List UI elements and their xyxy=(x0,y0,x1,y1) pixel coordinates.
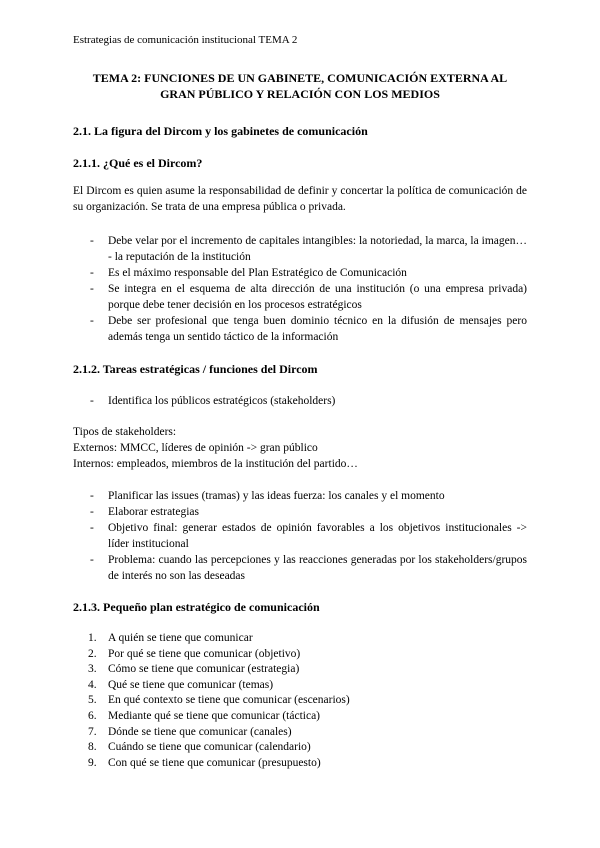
stakeholder-types-external: Externos: MMCC, líderes de opinión -> gran público xyxy=(73,442,318,454)
list-item: - Debe velar por el incremento de capitales intangibles: la notoriedad, la marca, la imagen… - la reputación de la institución xyxy=(73,233,527,265)
list-item: - Objetivo final: generar estados de opinión favorables a los objetivos institucionales -> líder institucional xyxy=(73,520,527,552)
list-item: - Problema: cuando las percepciones y las reacciones generadas por los stakeholders/grupos de interés no son las deseadas xyxy=(73,552,527,584)
dircom-bullet-list xyxy=(73,233,527,345)
strategic-plan-list xyxy=(73,631,527,771)
dircom-definition-paragraph: El Dircom es quien asume la responsabilidad de definir y concertar la política de comunicación de su organización. Se trata de una empresa pública o privada. xyxy=(73,185,527,213)
list-item: 1. A quién se tiene que comunicar xyxy=(88,632,253,644)
list-item: 7. Dónde se tiene que comunicar (canales) xyxy=(88,725,292,738)
title-line-2: GRAN PÚBLICO Y RELACIÓN CON LOS MEDIOS xyxy=(160,87,440,101)
list-item: - Se integra en el esquema de alta dirección de una institución (o una empresa privada) porque debe tener decisión en los procesos estratégicos xyxy=(73,281,527,313)
section-heading-2-1: 2.1. La figura del Dircom y los gabinetes de comunicación xyxy=(73,124,368,138)
stakeholders-bullet xyxy=(73,393,527,409)
page-title xyxy=(73,70,527,102)
stakeholder-types-internal: Internos: empleados, miembros de la institución del partido… xyxy=(73,458,358,470)
section-heading-2-1-1: 2.1.1. ¿Qué es el Dircom? xyxy=(73,156,203,170)
list-item: - Es el máximo responsable del Plan Estratégico de Comunicación xyxy=(73,265,527,281)
stakeholder-types-title: Tipos de stakeholders: xyxy=(73,426,177,438)
list-item: - Planificar las issues (tramas) y las ideas fuerza: los canales y el momento xyxy=(73,488,527,504)
section-heading-2-1-2: 2.1.2. Tareas estratégicas / funciones del Dircom xyxy=(73,362,318,376)
list-item: 4. Qué se tiene que comunicar (temas) xyxy=(88,678,274,691)
list-item: - Identifica los públicos estratégicos (stakeholders) xyxy=(73,393,527,409)
list-item: 3. Cómo se tiene que comunicar (estrategia) xyxy=(88,663,300,676)
list-item: 2. Por qué se tiene que comunicar (objetivo) xyxy=(88,647,301,660)
list-item: - Debe ser profesional que tenga buen dominio técnico en la difusión de mensajes pero además tenga un sentido táctico de la información xyxy=(73,313,527,345)
tasks-bullet-list xyxy=(73,488,527,584)
title-line-1: TEMA 2: FUNCIONES DE UN GABINETE, COMUNICACIÓN EXTERNA AL xyxy=(92,71,508,85)
list-item: 8. Cuándo se tiene que comunicar (calendario) xyxy=(88,741,311,754)
list-item: - Elaborar estrategias xyxy=(73,504,527,520)
page-header: Estrategias de comunicación institucional TEMA 2 xyxy=(73,34,298,46)
section-heading-2-1-3: 2.1.3. Pequeño plan estratégico de comunicación xyxy=(73,600,320,614)
list-item: 6. Mediante qué se tiene que comunicar (táctica) xyxy=(88,709,321,722)
list-item: 5. En qué contexto se tiene que comunicar (escenarios) xyxy=(88,694,350,707)
list-item: 9. Con qué se tiene que comunicar (presupuesto) xyxy=(88,756,321,769)
